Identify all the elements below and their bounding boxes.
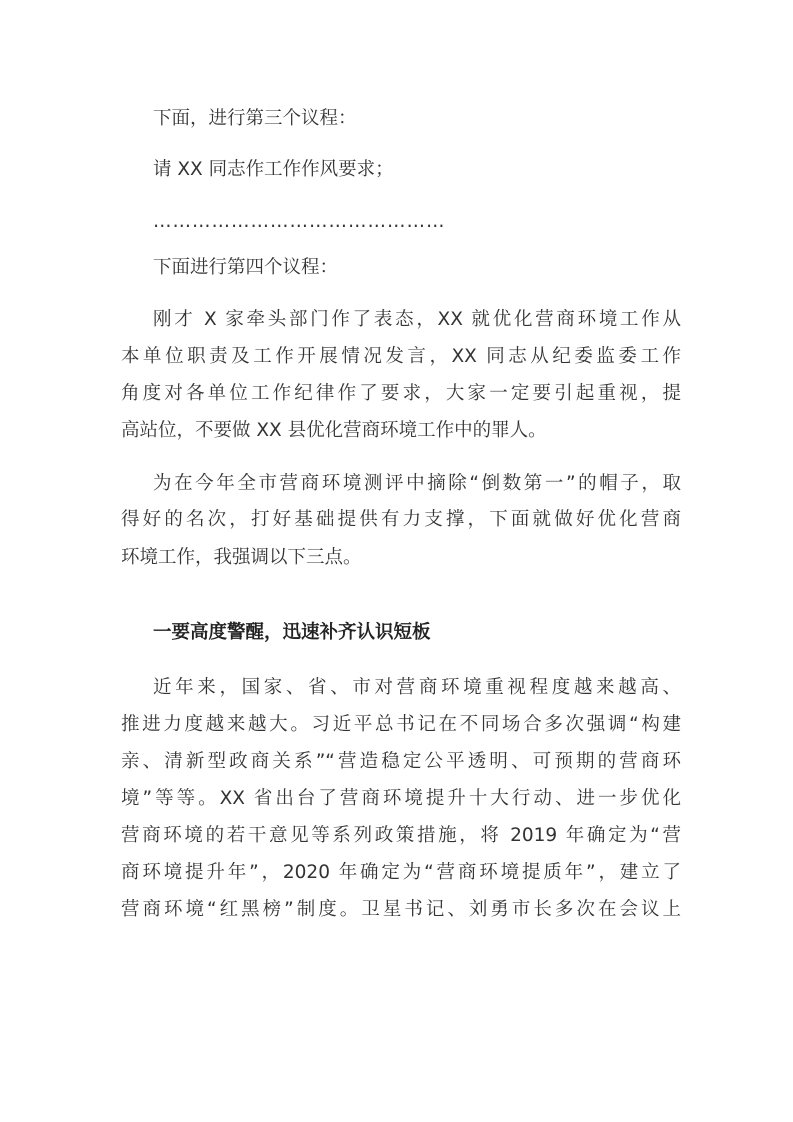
- agenda-four-text: 下面进行第四个议程：: [153, 257, 339, 278]
- section-heading: 一要高度警醒，迅速补齐认识短板: [153, 622, 431, 643]
- paragraph-line: 亲、清新型政商关系”“营造稳定公平透明、可预期的营商环: [121, 751, 681, 772]
- paragraph-line: 得好的名次，打好基础提供有力支撑，下面就做好优化营商: [121, 509, 681, 530]
- paragraph-line: 为在今年全市营商环境测评中摘除“倒数第一”的帽子，取: [153, 473, 681, 494]
- paragraph-line: 近年来，国家、省、市对营商环境重视程度越来越高、: [153, 677, 681, 698]
- paragraph-line: 商环境提升年”，2020 年确定为“营商环境提质年”，建立了: [121, 862, 681, 883]
- paragraph-line: 境”等等。XX 省出台了营商环境提升十大行动、进一步优化: [121, 788, 681, 809]
- ellipsis-separator: ………………………………………: [153, 211, 446, 232]
- paragraph-line: 推进力度越来越大。习近平总书记在不同场合多次强调“构建: [121, 714, 681, 735]
- paragraph-line: 刚才 X 家牵头部门作了表态，XX 就优化营商环境工作从: [153, 309, 681, 330]
- paragraph-line: 营商环境“红黑榜”制度。卫星书记、刘勇市长多次在会议上: [121, 899, 681, 920]
- paragraph-line: 营商环境的若干意见等系列政策措施，将 2019 年确定为“营: [121, 825, 681, 846]
- paragraph-line: 角度对各单位工作纪律作了要求，大家一定要引起重视，提: [121, 383, 681, 404]
- paragraph-line: 本单位职责及工作开展情况发言，XX 同志从纪委监委工作: [121, 346, 681, 367]
- agenda-three-text: 下面，进行第三个议程：: [153, 108, 357, 129]
- agenda-three-request: 请 XX 同志作工作作风要求；: [153, 159, 394, 180]
- paragraph-line: 高站位，不要做 XX 县优化营商环境工作中的罪人。: [121, 420, 547, 441]
- paragraph-line: 环境工作，我强调以下三点。: [121, 547, 362, 568]
